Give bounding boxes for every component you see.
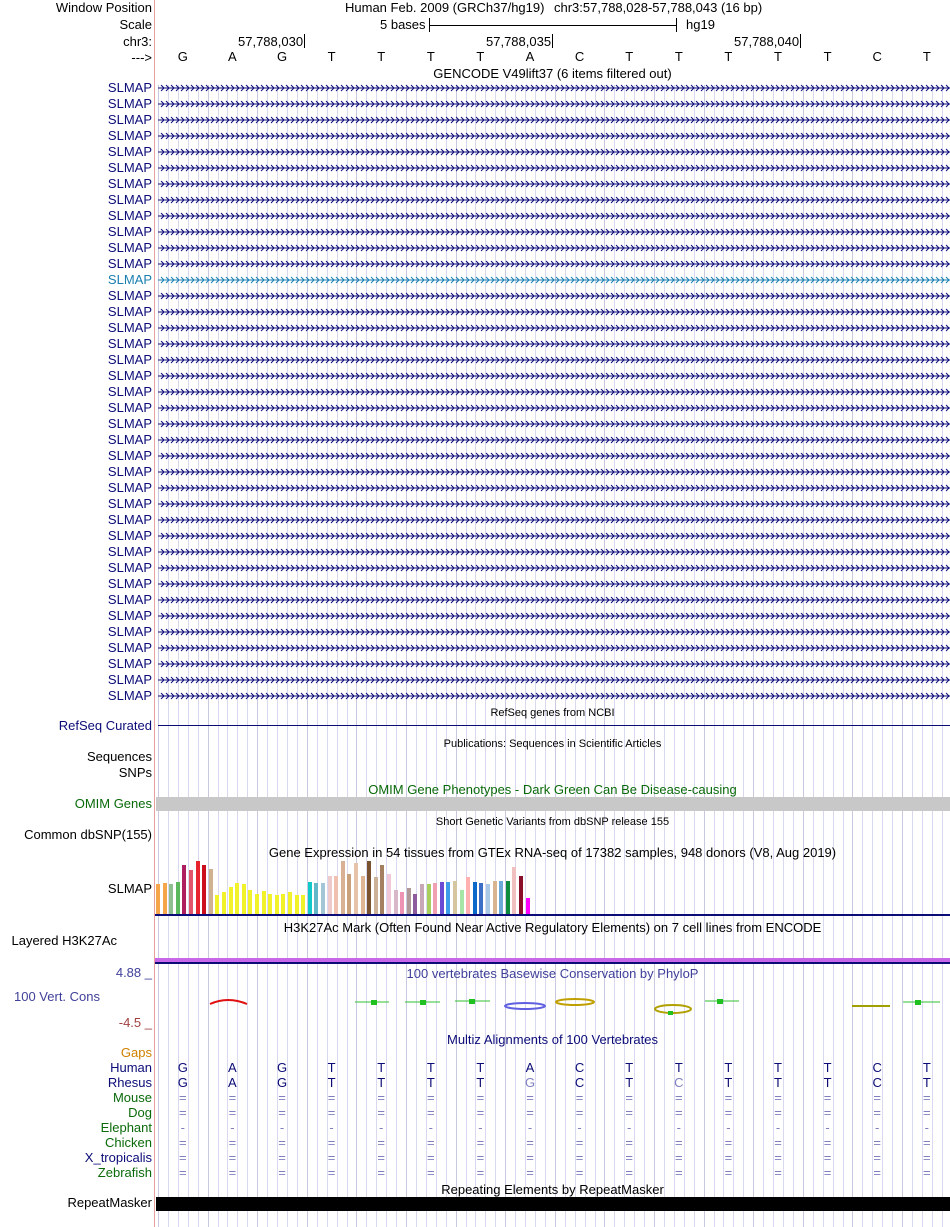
alignment-base: - <box>825 1120 830 1135</box>
alignment-base: = <box>774 1165 782 1180</box>
alignment-base: = <box>823 1150 832 1165</box>
phylop-min-label: -4.5 _ <box>118 1015 152 1030</box>
alignment-base: - <box>627 1120 632 1135</box>
alignment-base: = <box>526 1165 534 1180</box>
alignment-base: = <box>724 1150 733 1165</box>
base-letter: T <box>377 49 386 64</box>
alignment-base: T <box>327 1075 336 1090</box>
alignment-base: = <box>327 1165 336 1180</box>
species-label[interactable]: Dog <box>128 1105 152 1120</box>
repeatmasker-title: Repeating Elements by RepeatMasker <box>441 1182 664 1197</box>
alignment-base: = <box>923 1105 931 1120</box>
alignment-base: = <box>278 1165 286 1180</box>
alignment-base: = <box>724 1135 733 1150</box>
multiz-title: Multiz Alignments of 100 Vertebrates <box>446 1032 658 1047</box>
alignment-base: = <box>625 1090 633 1105</box>
alignment-base: - <box>875 1120 880 1135</box>
gencode-row-label[interactable]: SLMAP <box>107 448 152 463</box>
window-position-label: Window Position <box>55 0 152 15</box>
alignment-base: T <box>476 1060 485 1075</box>
alignment-base: C <box>872 1060 882 1075</box>
alignment-base: = <box>675 1135 683 1150</box>
base-letter: T <box>724 49 733 64</box>
gencode-row-label[interactable]: SLMAP <box>107 480 152 495</box>
alignment-base: = <box>873 1150 881 1165</box>
alignment-base: = <box>873 1105 881 1120</box>
phylop-blob-blue <box>505 1003 545 1009</box>
scale-text: 5 bases <box>380 17 426 32</box>
alignment-base: = <box>228 1105 237 1120</box>
dbsnp-title: Short Genetic Variants from dbSNP release 155 <box>435 816 670 828</box>
alignment-base: - <box>478 1120 483 1135</box>
alignment-base: = <box>923 1150 931 1165</box>
gencode-row-label[interactable]: SLMAP <box>107 112 152 127</box>
alignment-base: = <box>179 1090 187 1105</box>
base-letter: T <box>674 49 683 64</box>
alignment-base: - <box>577 1120 582 1135</box>
position-text: chr3:57,788,028-57,788,043 (16 bp) <box>554 0 763 15</box>
alignment-base: = <box>724 1165 733 1180</box>
track-labels <box>0 0 155 1227</box>
alignment-base: = <box>327 1135 336 1150</box>
alignment-base: = <box>625 1165 633 1180</box>
gencode-row-label[interactable]: SLMAP <box>107 656 152 671</box>
phylop-point-5 <box>717 999 723 1004</box>
alignment-base: = <box>823 1135 832 1150</box>
species-label[interactable]: Zebrafish <box>97 1165 152 1180</box>
alignment-base: = <box>278 1090 286 1105</box>
phylop-peak-red <box>210 1000 247 1004</box>
alignment-base: = <box>923 1090 931 1105</box>
alignment-base: C <box>574 1075 585 1090</box>
gencode-row-label[interactable]: SLMAP <box>107 624 152 639</box>
gencode-row-label[interactable]: SLMAP <box>107 512 152 527</box>
base-letter: T <box>625 49 634 64</box>
alignment-base: = <box>526 1150 534 1165</box>
alignment-base: = <box>923 1135 931 1150</box>
gencode-row-label[interactable]: SLMAP <box>107 272 152 287</box>
alignment-base: - <box>527 1120 533 1135</box>
strand-label: ---> <box>131 50 152 65</box>
alignment-base: = <box>873 1165 881 1180</box>
gencode-row-label[interactable]: SLMAP <box>107 80 152 95</box>
gencode-row-label[interactable]: SLMAP <box>107 528 152 543</box>
base-letter: T <box>426 49 435 64</box>
gencode-row-label[interactable]: SLMAP <box>107 544 152 559</box>
gencode-row-label[interactable]: SLMAP <box>107 464 152 479</box>
base-letter: G <box>177 49 188 64</box>
alignment-base: T <box>922 1075 931 1090</box>
alignment-base: - <box>726 1120 731 1135</box>
alignment-base: = <box>476 1135 485 1150</box>
alignment-base: = <box>675 1165 683 1180</box>
alignment-base: = <box>526 1090 534 1105</box>
gencode-row-label[interactable]: SLMAP <box>107 304 152 319</box>
alignment-base: G <box>177 1060 188 1075</box>
alignment-base: = <box>823 1105 832 1120</box>
gencode-row-label[interactable]: SLMAP <box>107 384 152 399</box>
alignment-base: = <box>625 1105 633 1120</box>
base-letter: T <box>823 49 832 64</box>
alignment-base: = <box>575 1135 584 1150</box>
phylop-label[interactable]: 100 Vert. Cons <box>14 989 100 1004</box>
base-letter: G <box>276 49 288 64</box>
species-label[interactable]: Mouse <box>112 1090 152 1105</box>
alignment-base: = <box>774 1105 782 1120</box>
alignment-base: T <box>377 1060 386 1075</box>
phylop-point-3 <box>469 999 475 1004</box>
alignment-base: = <box>476 1150 485 1165</box>
alignment-base: = <box>427 1135 435 1150</box>
gtex-title: Gene Expression in 54 tissues from GTEx RNA-seq of 17382 samples, 948 donors (V8, Aug 2019) <box>268 845 837 860</box>
phylop-point-2 <box>420 1000 426 1005</box>
gencode-row-label[interactable]: SLMAP <box>107 256 152 271</box>
alignment-base: = <box>377 1165 385 1180</box>
alignment-base: T <box>327 1060 336 1075</box>
alignment-base: - <box>676 1120 681 1135</box>
alignment-base: = <box>823 1165 832 1180</box>
gencode-row-label[interactable]: SLMAP <box>107 320 152 335</box>
alignment-base: C <box>674 1075 684 1090</box>
alignment-base: C <box>872 1075 882 1090</box>
gencode-row-label[interactable]: SLMAP <box>107 160 152 175</box>
scale-label: Scale <box>119 17 152 32</box>
repeatmasker-label[interactable]: RepeatMasker <box>67 1195 152 1210</box>
alignment-base: = <box>675 1090 683 1105</box>
alignment-base: = <box>923 1165 931 1180</box>
alignment-base: - <box>775 1120 781 1135</box>
alignment-base: T <box>922 1060 931 1075</box>
alignment-base: T <box>724 1075 733 1090</box>
alignment-base: = <box>327 1150 336 1165</box>
track-data-area <box>155 0 950 1227</box>
snps-label[interactable]: SNPs <box>118 765 152 780</box>
alignment-base: G <box>177 1075 188 1090</box>
alignment-base: = <box>873 1090 881 1105</box>
alignment-base: T <box>774 1075 782 1090</box>
chrom-label: chr3: <box>123 34 152 49</box>
alignment-base: = <box>278 1105 286 1120</box>
h3k27ac-title: H3K27Ac Mark (Often Found Near Active Regulatory Elements) on 7 cell lines from ENCODE <box>283 920 822 935</box>
alignment-base: - <box>230 1120 235 1135</box>
alignment-base: = <box>427 1105 435 1120</box>
alignment-base: C <box>574 1060 585 1075</box>
gencode-row-label[interactable]: SLMAP <box>107 368 152 383</box>
base-letter: T <box>774 49 782 64</box>
alignment-base: = <box>625 1135 633 1150</box>
alignment-base: T <box>426 1075 435 1090</box>
gencode-row-label[interactable]: SLMAP <box>107 608 152 623</box>
alignment-base: = <box>575 1105 584 1120</box>
omim-label[interactable]: OMIM Genes <box>74 796 152 811</box>
base-letter: T <box>476 49 485 64</box>
alignment-base: = <box>476 1165 485 1180</box>
alignment-base: - <box>428 1120 433 1135</box>
base-letter: T <box>922 49 931 64</box>
alignment-base: = <box>774 1150 782 1165</box>
alignment-base: = <box>675 1105 683 1120</box>
base-letter: T <box>327 49 336 64</box>
ruler-tick-2: 57,788,035 <box>486 34 552 49</box>
publications-title: Publications: Sequences in Scientific Articles <box>443 738 662 750</box>
alignment-base: = <box>823 1090 832 1105</box>
gencode-row-label[interactable]: SLMAP <box>107 432 152 447</box>
alignment-base: = <box>724 1090 733 1105</box>
refseq-label[interactable]: RefSeq Curated <box>58 718 152 733</box>
alignment-base: - <box>379 1120 384 1135</box>
alignment-base: = <box>278 1150 286 1165</box>
alignment-base: T <box>774 1060 782 1075</box>
gencode-row-label[interactable]: SLMAP <box>107 176 152 191</box>
gencode-row-label[interactable]: SLMAP <box>107 288 152 303</box>
assembly-text: Human Feb. 2009 (GRCh37/hg19) <box>345 0 545 15</box>
alignment-base: G <box>276 1075 288 1090</box>
alignment-base: = <box>377 1150 385 1165</box>
alignment-base: = <box>228 1135 237 1150</box>
alignment-base: = <box>575 1090 584 1105</box>
alignment-base: = <box>427 1090 435 1105</box>
alignment-base: = <box>427 1150 435 1165</box>
phylop-point-4 <box>668 1011 673 1015</box>
gencode-row-label[interactable]: SLMAP <box>107 560 152 575</box>
alignment-base: - <box>924 1120 929 1135</box>
alignment-base: = <box>675 1150 683 1165</box>
refseq-title: RefSeq genes from NCBI <box>490 707 615 719</box>
gtex-label[interactable]: SLMAP <box>107 881 152 896</box>
alignment-base: = <box>526 1105 534 1120</box>
alignment-base: = <box>179 1150 187 1165</box>
gencode-row-label[interactable]: SLMAP <box>107 144 152 159</box>
species-label[interactable]: Rhesus <box>107 1075 152 1090</box>
alignment-base: - <box>329 1120 334 1135</box>
alignment-base: = <box>278 1135 286 1150</box>
alignment-base: = <box>179 1105 187 1120</box>
base-letter: C <box>872 49 882 64</box>
base-letter: C <box>574 49 585 64</box>
alignment-base: = <box>873 1135 881 1150</box>
h3k27ac-label[interactable]: Layered H3K27Ac <box>11 933 117 948</box>
gencode-row-label[interactable]: SLMAP <box>107 192 152 207</box>
alignment-base: = <box>526 1135 534 1150</box>
alignment-base: T <box>674 1060 683 1075</box>
alignment-base: = <box>476 1105 485 1120</box>
phylop-title: 100 vertebrates Basewise Conservation by PhyloP <box>406 966 699 981</box>
gencode-row-label[interactable]: SLMAP <box>107 688 152 703</box>
gencode-title: GENCODE V49lift37 (6 items filtered out) <box>433 66 672 81</box>
alignment-base: = <box>228 1090 237 1105</box>
alignment-base: = <box>427 1165 435 1180</box>
alignment-base: = <box>377 1090 385 1105</box>
gencode-row-label[interactable]: SLMAP <box>107 352 152 367</box>
gencode-row-label[interactable]: SLMAP <box>107 240 152 255</box>
base-letter: A <box>525 49 535 64</box>
species-label[interactable]: Human <box>110 1060 152 1075</box>
alignment-base: T <box>377 1075 386 1090</box>
alignment-base: T <box>724 1060 733 1075</box>
repeatmasker-element-bar[interactable] <box>156 1197 950 1211</box>
phylop-max-label: 4.88 _ <box>115 965 152 980</box>
gencode-row-label[interactable]: SLMAP <box>107 128 152 143</box>
gencode-row-label[interactable]: SLMAP <box>107 416 152 431</box>
alignment-base: - <box>279 1120 285 1135</box>
alignment-base: T <box>476 1075 485 1090</box>
alignment-base: = <box>575 1165 584 1180</box>
gencode-row-label[interactable]: SLMAP <box>107 336 152 351</box>
alignment-base: T <box>625 1075 634 1090</box>
gencode-row-label[interactable]: SLMAP <box>107 672 152 687</box>
alignment-base: = <box>476 1090 485 1105</box>
species-label[interactable]: X_tropicalis <box>84 1150 152 1165</box>
gencode-row-label[interactable]: SLMAP <box>107 640 152 655</box>
phylop-blob-yellow <box>556 999 594 1005</box>
omim-title: OMIM Gene Phenotypes - Dark Green Can Be Disease-causing <box>368 782 737 797</box>
gencode-row-label[interactable]: SLMAP <box>107 400 152 415</box>
alignment-base: = <box>377 1135 385 1150</box>
alignment-base: G <box>524 1075 536 1090</box>
gencode-row-label[interactable]: SLMAP <box>107 224 152 239</box>
alignment-base: = <box>377 1105 385 1120</box>
sequences-label[interactable]: Sequences <box>86 749 152 764</box>
alignment-base: = <box>774 1135 782 1150</box>
gencode-row-label[interactable]: SLMAP <box>107 576 152 591</box>
alignment-base: A <box>228 1060 237 1075</box>
alignment-base: - <box>180 1120 185 1135</box>
alignment-base: = <box>774 1090 782 1105</box>
alignment-base: = <box>179 1165 187 1180</box>
gencode-row-label[interactable]: SLMAP <box>107 96 152 111</box>
alignment-base: = <box>327 1105 336 1120</box>
alignment-base: T <box>823 1060 832 1075</box>
base-letter: A <box>228 49 237 64</box>
ruler-tick-1: 57,788,030 <box>238 34 304 49</box>
species-label[interactable]: Chicken <box>105 1135 152 1150</box>
alignment-base: T <box>823 1075 832 1090</box>
species-label[interactable]: Elephant <box>100 1120 152 1135</box>
alignment-base: = <box>625 1150 633 1165</box>
alignment-base: A <box>228 1075 237 1090</box>
db-text: hg19 <box>686 17 715 32</box>
alignment-base: = <box>179 1135 187 1150</box>
ruler-tick-3: 57,788,040 <box>734 34 800 49</box>
alignment-base: A <box>525 1060 535 1075</box>
alignment-base: = <box>228 1165 237 1180</box>
dbsnp-label[interactable]: Common dbSNP(155) <box>24 827 152 842</box>
alignment-base: T <box>625 1060 634 1075</box>
phylop-point-6 <box>915 1000 921 1005</box>
gaps-label: Gaps <box>120 1045 152 1060</box>
phylop-point-1 <box>371 1000 377 1005</box>
alignment-base: = <box>228 1150 237 1165</box>
alignment-base: G <box>276 1060 288 1075</box>
alignment-base: = <box>724 1105 733 1120</box>
gencode-row-label[interactable]: SLMAP <box>107 496 152 511</box>
alignment-base: = <box>575 1150 584 1165</box>
gencode-row-label[interactable]: SLMAP <box>107 208 152 223</box>
alignment-base: = <box>327 1090 336 1105</box>
gencode-row-label[interactable]: SLMAP <box>107 592 152 607</box>
alignment-base: T <box>426 1060 435 1075</box>
